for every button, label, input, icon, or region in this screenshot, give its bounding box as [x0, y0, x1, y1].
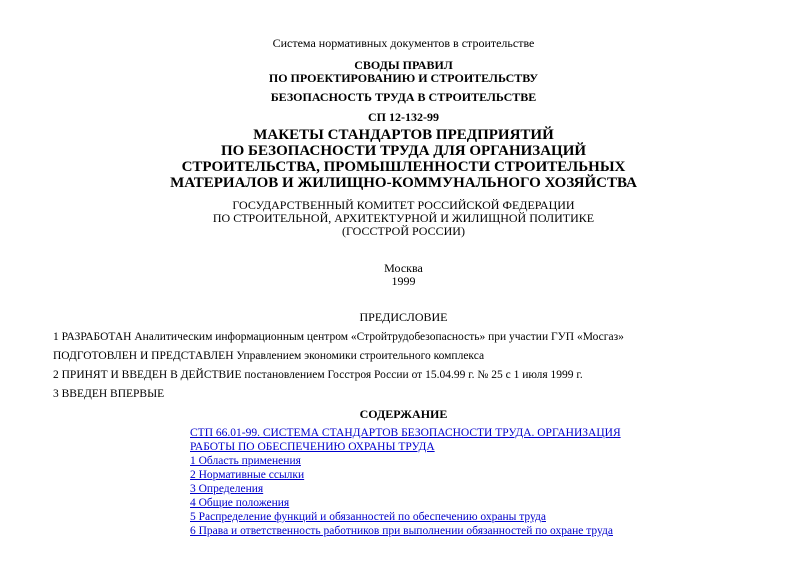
preface-heading: ПРЕДИСЛОВИЕ — [359, 310, 448, 324]
publication-place: Москва — [384, 261, 423, 275]
table-of-contents — [190, 426, 621, 538]
collection-title-line1: СВОДЫ ПРАВИЛ — [354, 58, 453, 72]
toc-link-functions[interactable]: 5 Распределение функций и обязанностей по обеспечению охраны труда — [190, 511, 546, 523]
main-title-line2: ПО БЕЗОПАСНОСТИ ТРУДА ДЛЯ ОРГАНИЗАЦИЙ — [220, 143, 587, 159]
authority-line1: ГОСУДАРСТВЕННЫЙ КОМИТЕТ РОССИЙСКОЙ ФЕДЕРАЦИИ — [232, 198, 575, 212]
main-title-line3: СТРОИТЕЛЬСТВА, ПРОМЫШЛЕННОСТИ СТРОИТЕЛЬНЫХ — [181, 159, 626, 175]
toc-link-standard-title-cont[interactable]: РАБОТЫ ПО ОБЕСПЕЧЕНИЮ ОХРАНЫ ТРУДА — [190, 441, 435, 453]
preface-paragraph: ПОДГОТОВЛЕН И ПРЕДСТАВЛЕН Управлением экономики строительного комплекса — [53, 350, 485, 362]
toc-link-standard-title[interactable]: СТП 66.01-99. СИСТЕМА СТАНДАРТОВ БЕЗОПАСНОСТИ ТРУДА. ОРГАНИЗАЦИЯ — [190, 427, 621, 439]
authority-line2: ПО СТРОИТЕЛЬНОЙ, АРХИТЕКТУРНОЙ И ЖИЛИЩНОЙ ПОЛИТИКЕ — [212, 211, 595, 225]
main-title-line1: МАКЕТЫ СТАНДАРТОВ ПРЕДПРИЯТИЙ — [253, 127, 554, 143]
main-title-line4: МАТЕРИАЛОВ И ЖИЛИЩНО-КОММУНАЛЬНОГО ХОЗЯЙСТВА — [170, 175, 637, 191]
toc-link-scope[interactable]: 1 Область применения — [190, 455, 301, 467]
toc-link-references[interactable]: 2 Нормативные ссылки — [190, 469, 305, 481]
toc-link-general[interactable]: 4 Общие положения — [190, 497, 290, 509]
publication-year: 1999 — [391, 274, 416, 288]
toc-link-rights[interactable]: 6 Права и ответственность работников при выполнении обязанностей по охране труда — [190, 525, 613, 537]
subject-title: БЕЗОПАСНОСТЬ ТРУДА В СТРОИТЕЛЬСТВЕ — [270, 90, 537, 104]
preface-paragraph: 1 РАЗРАБОТАН Аналитическим информационным центром «Стройтрудобезопасность» при участии ГУП «Мосгаз» — [53, 331, 624, 343]
collection-title-line2: ПО ПРОЕКТИРОВАНИЮ И СТРОИТЕЛЬСТВУ — [268, 71, 539, 85]
preface-paragraph: 3 ВВЕДЕН ВПЕРВЫЕ — [53, 388, 165, 400]
authority-line3: (ГОССТРОЙ РОССИИ) — [342, 224, 465, 238]
system-title: Система нормативных документов в строительстве — [272, 36, 535, 50]
toc-link-definitions[interactable]: 3 Определения — [190, 483, 264, 495]
contents-heading: СОДЕРЖАНИЕ — [359, 407, 448, 421]
preface-paragraph: 2 ПРИНЯТ И ВВЕДЕН В ДЕЙСТВИЕ постановлением Госстроя России от 15.04.99 г. № 25 с 1 июля 1999 г. — [53, 369, 583, 381]
document-code: СП 12-132-99 — [368, 110, 439, 124]
